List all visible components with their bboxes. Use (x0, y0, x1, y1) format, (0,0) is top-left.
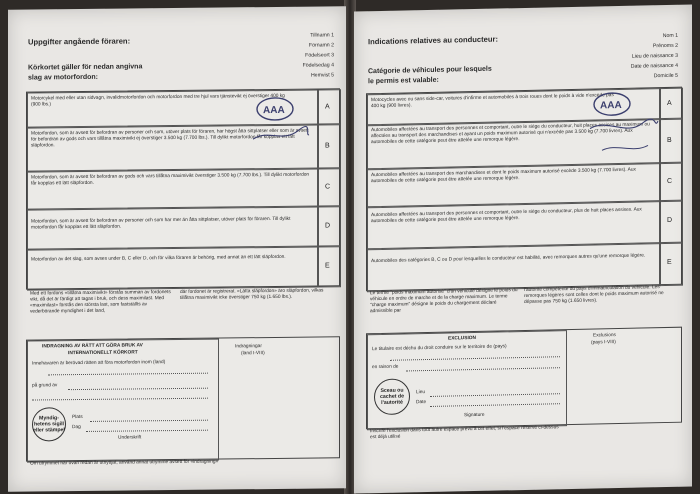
aaa-stamp-right (582, 87, 662, 159)
category-a-text-fr: Motocycles avec ou sans side-car, voitures d'infirme et automobiles à trois roues dont le poids à vide n'excède pas 400 kg (900 livres). (371, 93, 614, 110)
exclusion-body: Le titulaire est déchu du droit conduire sur le territoire de (pays) (372, 344, 507, 353)
withdrawal-side-2: (land I-VIII) (241, 351, 265, 357)
category-heading-line2: slag av motorfordon: (28, 73, 99, 82)
day-line[interactable] (86, 430, 208, 432)
signature-label: Underskrift (118, 435, 142, 441)
max-weight-note-2: där fordonet är registrerat. «Lätta släpfordon» äro släpfordon, vilkas tillåtna maximivikt icke överstiger 750 kg (1.650 lbs.). (180, 288, 324, 301)
day-label: Dag (72, 425, 81, 431)
category-a-text: Motorcykel med eller utan sidvagn, invalidmotorfordon och motorfordon med tre hjul vars tjänstevikt ej överstiger 400 kg (900 lbs.) (31, 93, 285, 108)
category-b-letter-fr: B (667, 136, 672, 144)
category-c-letter: C (325, 183, 331, 191)
page-swedish (8, 6, 346, 492)
category-e-letter-fr: E (667, 258, 672, 266)
exclusion-title: EXCLUSION (448, 335, 476, 342)
field-label-lieu: Lieu de naissance 3 (631, 52, 678, 60)
field-label-nom: Nom 1 (662, 32, 678, 40)
withdrawal-ground-line[interactable] (68, 388, 208, 390)
category-row-d (27, 206, 319, 251)
exclusion-section (366, 327, 682, 430)
withdrawal-body: Innehavaren är berövad rätten att föra motorfordon inom (land) (32, 360, 166, 367)
driver-info-title-fr: Indications relatives au conducteur: (368, 34, 498, 47)
category-e-text: Motorfordon av det slag, som avses under B, C eller D, och för vilka föraren är behörig, med annat än ett lätt släpfordon. (31, 254, 286, 263)
page-french (354, 4, 692, 493)
svg-text:AAA: AAA (263, 104, 285, 117)
category-d-text-fr: Automobiles affectées au transport des personnes et comportant, outre le siège du conducteur, plus de huit places assises. Aux automobiles de cette catégorie peut être attelée une remorque légère. (371, 207, 642, 225)
max-weight-note-fr-1: Le terme "poids maximum autorisé" d'un véhicule désigne le poids du véhicule en ordre de marche et de la charge maximum. Le terme "charge maximum" désigne le poids du chargement déclaré admissible par (370, 288, 518, 315)
svg-text:AAA: AAA (600, 99, 622, 112)
lieu-line[interactable] (430, 393, 560, 397)
max-weight-note-fr-2: l'autorité compétente du pays d'immatriculation du véhicule. Les remorques légères sont celles dont le poids maximum autorisé ne dépasse pas 750 kg (1.650 livres). (524, 285, 664, 305)
withdrawal-footer: Om utrymmet här ovan redan är utnyttjat, använd annat utrymme avsett för «indragning» (30, 459, 219, 467)
category-heading-line1: Körkortet gäller för nedan angivna (28, 63, 143, 72)
exclusion-reason-label: en raison de (372, 364, 399, 371)
place-label: Plats (72, 414, 83, 421)
authority-stamp-circle: Myndig-hetens sigill eller stämpel (32, 407, 66, 441)
field-label-birthdate: Födelsedag 4 (302, 62, 334, 69)
category-e-text-fr: Automobiles des catégories B, C ou D pour lesquelles le conducteur est habilité, avec remorques autres qu'une remorque légère. (371, 253, 646, 265)
authority-seal-circle: Sceau ou cachet de l'autorité (374, 378, 410, 415)
category-c-text: Motorfordon, som är avsett för befordran av gods och vars tillåtna maximivikt överstiger 3.500 kg (7.700 lbs.). Till dylikt motorfordon får kopplas ett lätt släpfordon. (31, 172, 310, 187)
category-a-letter-fr: A (667, 99, 672, 107)
category-d-text: Motorfordon, som är avsett för befordran av personer och som har mer än åtta sittplatser, utöver plats för föraren. Till dylikt motorfordon får kopplas ett lätt släpfordon. (31, 216, 291, 231)
exclusion-reason-line[interactable] (406, 367, 560, 371)
field-label-firstname: Förnamn 2 (308, 42, 334, 49)
field-label-prenoms: Prénoms 2 (652, 42, 678, 50)
exclusion-footer: Inscrire l'exclusion dans tout autre espace prévu à cet effet, si l'espace réservé ci-dessus est déjà utilisé (370, 425, 559, 441)
category-heading-fr-1: Catégorie de véhicules pour lesquels (368, 65, 492, 76)
withdrawal-title-1: INDRAGNING AV RÄTT ATT GÖRA BRUK AV (42, 343, 143, 350)
date-line[interactable] (430, 403, 560, 407)
exclusion-side-2: (pays I-VIII) (591, 340, 616, 346)
exclusion-side-1: Exclusions (593, 333, 616, 339)
lieu-label: Lieu (416, 390, 426, 396)
category-c-letter-fr: C (667, 177, 673, 185)
field-label-date: Date de naissance 4 (630, 62, 678, 70)
category-c-text-fr: Automobiles affectées au transport des marchandises et dont le poids maximum autorisé excède 3.500 kg (7.700 livres). Aux automobiles de cette catégorie peut être attelée une remorque légère. (371, 167, 636, 185)
category-d-letter-fr: D (667, 216, 673, 224)
category-d-letter: D (325, 222, 331, 230)
category-heading-fr-2: le permis est valable: (368, 76, 439, 86)
category-row-c (27, 168, 319, 211)
signature-label-fr: Signature (464, 412, 485, 419)
category-row-e (27, 246, 319, 291)
exclusion-country-line[interactable] (390, 356, 560, 361)
category-e-letter: E (325, 262, 330, 270)
max-weight-note-1: Med ett fordons «tillåtna maximivikt» förstås summan av fordonets vikt, då det är färdigt att tagas i bruk, och dess maximilast. Med «maximilast» förstås den största last, som fastställts av vederbörande myndighet i det land, (30, 290, 171, 315)
field-label-residence: Hemvist 5 (310, 72, 334, 79)
date-label: Date (416, 400, 427, 406)
category-a-letter: A (325, 103, 330, 111)
withdrawal-ground-label: på grund av (32, 383, 58, 389)
category-b-text: Motorfordon, som är avsett för befordran av personer och som, utöver plats för föraren, har högst åtta sittplatser eller som är avsett för befordran av gods och vars tillåtna maximivikt ej överstiger 3.500 kg (7.700 lbs.). Till dylikt motorfordon får kopplas ett lätt släpfordon. (31, 128, 309, 149)
place-line[interactable] (90, 420, 208, 422)
withdrawal-section (26, 336, 340, 461)
withdrawal-side-1: Indragningar (235, 344, 262, 350)
field-label-surname: Tillnamn 1 (310, 32, 334, 39)
field-label-birthplace: Födelseort 3 (305, 52, 334, 59)
aaa-stamp-left (243, 91, 313, 152)
withdrawal-country-line[interactable] (48, 373, 208, 376)
withdrawal-title-2: INTERNATIONELLT KÖRKORT (68, 350, 138, 357)
field-label-domicile: Domicile 5 (653, 72, 678, 80)
driver-info-title: Uppgifter angående föraren: (28, 36, 131, 47)
category-b-letter: B (325, 142, 330, 150)
category-b-text-fr: Automobiles affectées au transport des personnes et comportant, outre le siège du conducteur, huit places assises au maximum ou affectées au transport des marchandises et ayant un poids maximum autorisé qui n'excède pas 3.500 kg (7.700 livres). Aux automobiles de cette catégorie peut être attelée une remorque légère. (371, 122, 650, 146)
